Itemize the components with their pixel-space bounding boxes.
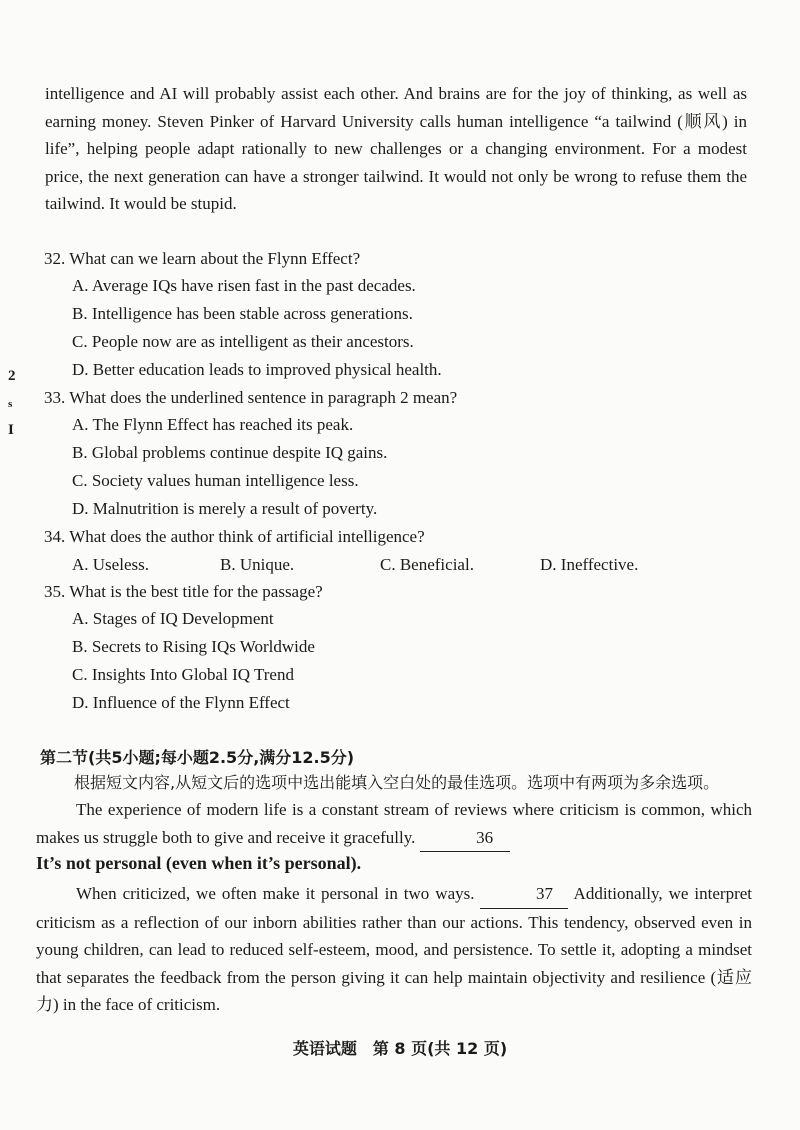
- blank-37[interactable]: 37: [480, 880, 568, 909]
- question-32-stem: 32. What can we learn about the Flynn Effect?: [44, 249, 361, 268]
- margin-mark: 2: [8, 368, 16, 384]
- question-32-option-b: B. Intelligence has been stable across generations.: [72, 304, 413, 323]
- question-34-option-d: D. Ineffective.: [540, 555, 639, 574]
- margin-mark: s: [8, 398, 13, 410]
- question-32-option-c: C. People now are as intelligent as their ancestors.: [72, 332, 414, 351]
- blank-36[interactable]: 36: [420, 824, 510, 853]
- paragraph-2-text-after: Additionally, we interpret criticism as a reflection of our inborn abilities rather than our actions. This tendency, observed even in young children, can lead to reduced self-esteem, mood, and persistence. To settle it, adopting a mindset that separates the feedback from the person giving it can help maintain objectivity and resilience (适应力) in the face of criticism.: [36, 884, 753, 1014]
- question-35-option-a: A. Stages of IQ Development: [72, 609, 274, 628]
- question-34-option-b: B. Unique.: [220, 555, 295, 574]
- question-33-option-a: A. The Flynn Effect has reached its peak.: [72, 415, 354, 434]
- question-35-option-b: B. Secrets to Rising IQs Worldwide: [72, 637, 315, 656]
- section-2-subheading: It’s not personal (even when it’s personal).: [36, 853, 362, 873]
- question-34-option-c: C. Beneficial.: [380, 555, 474, 574]
- question-33-option-c: C. Society values human intelligence less.: [72, 471, 359, 490]
- question-33-option-d: D. Malnutrition is merely a result of poverty.: [72, 499, 378, 518]
- question-35-stem: 35. What is the best title for the passage?: [44, 582, 323, 601]
- question-33-stem: 33. What does the underlined sentence in paragraph 2 mean?: [44, 388, 458, 407]
- question-35-option-d: D. Influence of the Flynn Effect: [72, 693, 290, 712]
- question-35-option-c: C. Insights Into Global IQ Trend: [72, 665, 294, 684]
- question-32-option-d: D. Better education leads to improved physical health.: [72, 360, 442, 379]
- section-2-paragraph-1: [36, 796, 752, 852]
- question-34-option-a: A. Useless.: [72, 555, 149, 574]
- paragraph-2-text-before: When criticized, we often make it personal in two ways.: [76, 884, 475, 903]
- passage-final-paragraph: intelligence and AI will probably assist each other. And brains are for the joy of thinking, as well as earning money. Steven Pinker of Harvard University calls human intelligence “a tailwind (顺风) in life”, helping people adapt rationally to new challenges or a changing environment. For a modest price, the next generation can have a stronger tailwind. It would not only be wrong to refuse them the tailwind. It would be stupid.: [45, 84, 747, 213]
- section-2-paragraph-2: [36, 880, 752, 1019]
- section-2-instruction: 根据短文内容,从短文后的选项中选出能填入空白处的最佳选项。选项中有两项为多余选项。: [74, 773, 720, 792]
- margin-mark: I: [8, 422, 14, 438]
- question-34-stem: 34. What does the author think of artificial intelligence?: [44, 527, 425, 546]
- question-33-option-b: B. Global problems continue despite IQ gains.: [72, 443, 388, 462]
- paragraph-1-text: The experience of modern life is a constant stream of reviews where criticism is common, which makes us struggle both to give and receive it gracefully.: [36, 800, 752, 847]
- page-footer: 英语试题 第 8 页(共 12 页): [292, 1039, 508, 1058]
- section-2-heading: 第二节(共5小题;每小题2.5分,满分12.5分): [40, 748, 355, 767]
- question-32-option-a: A. Average IQs have risen fast in the past decades.: [72, 276, 416, 295]
